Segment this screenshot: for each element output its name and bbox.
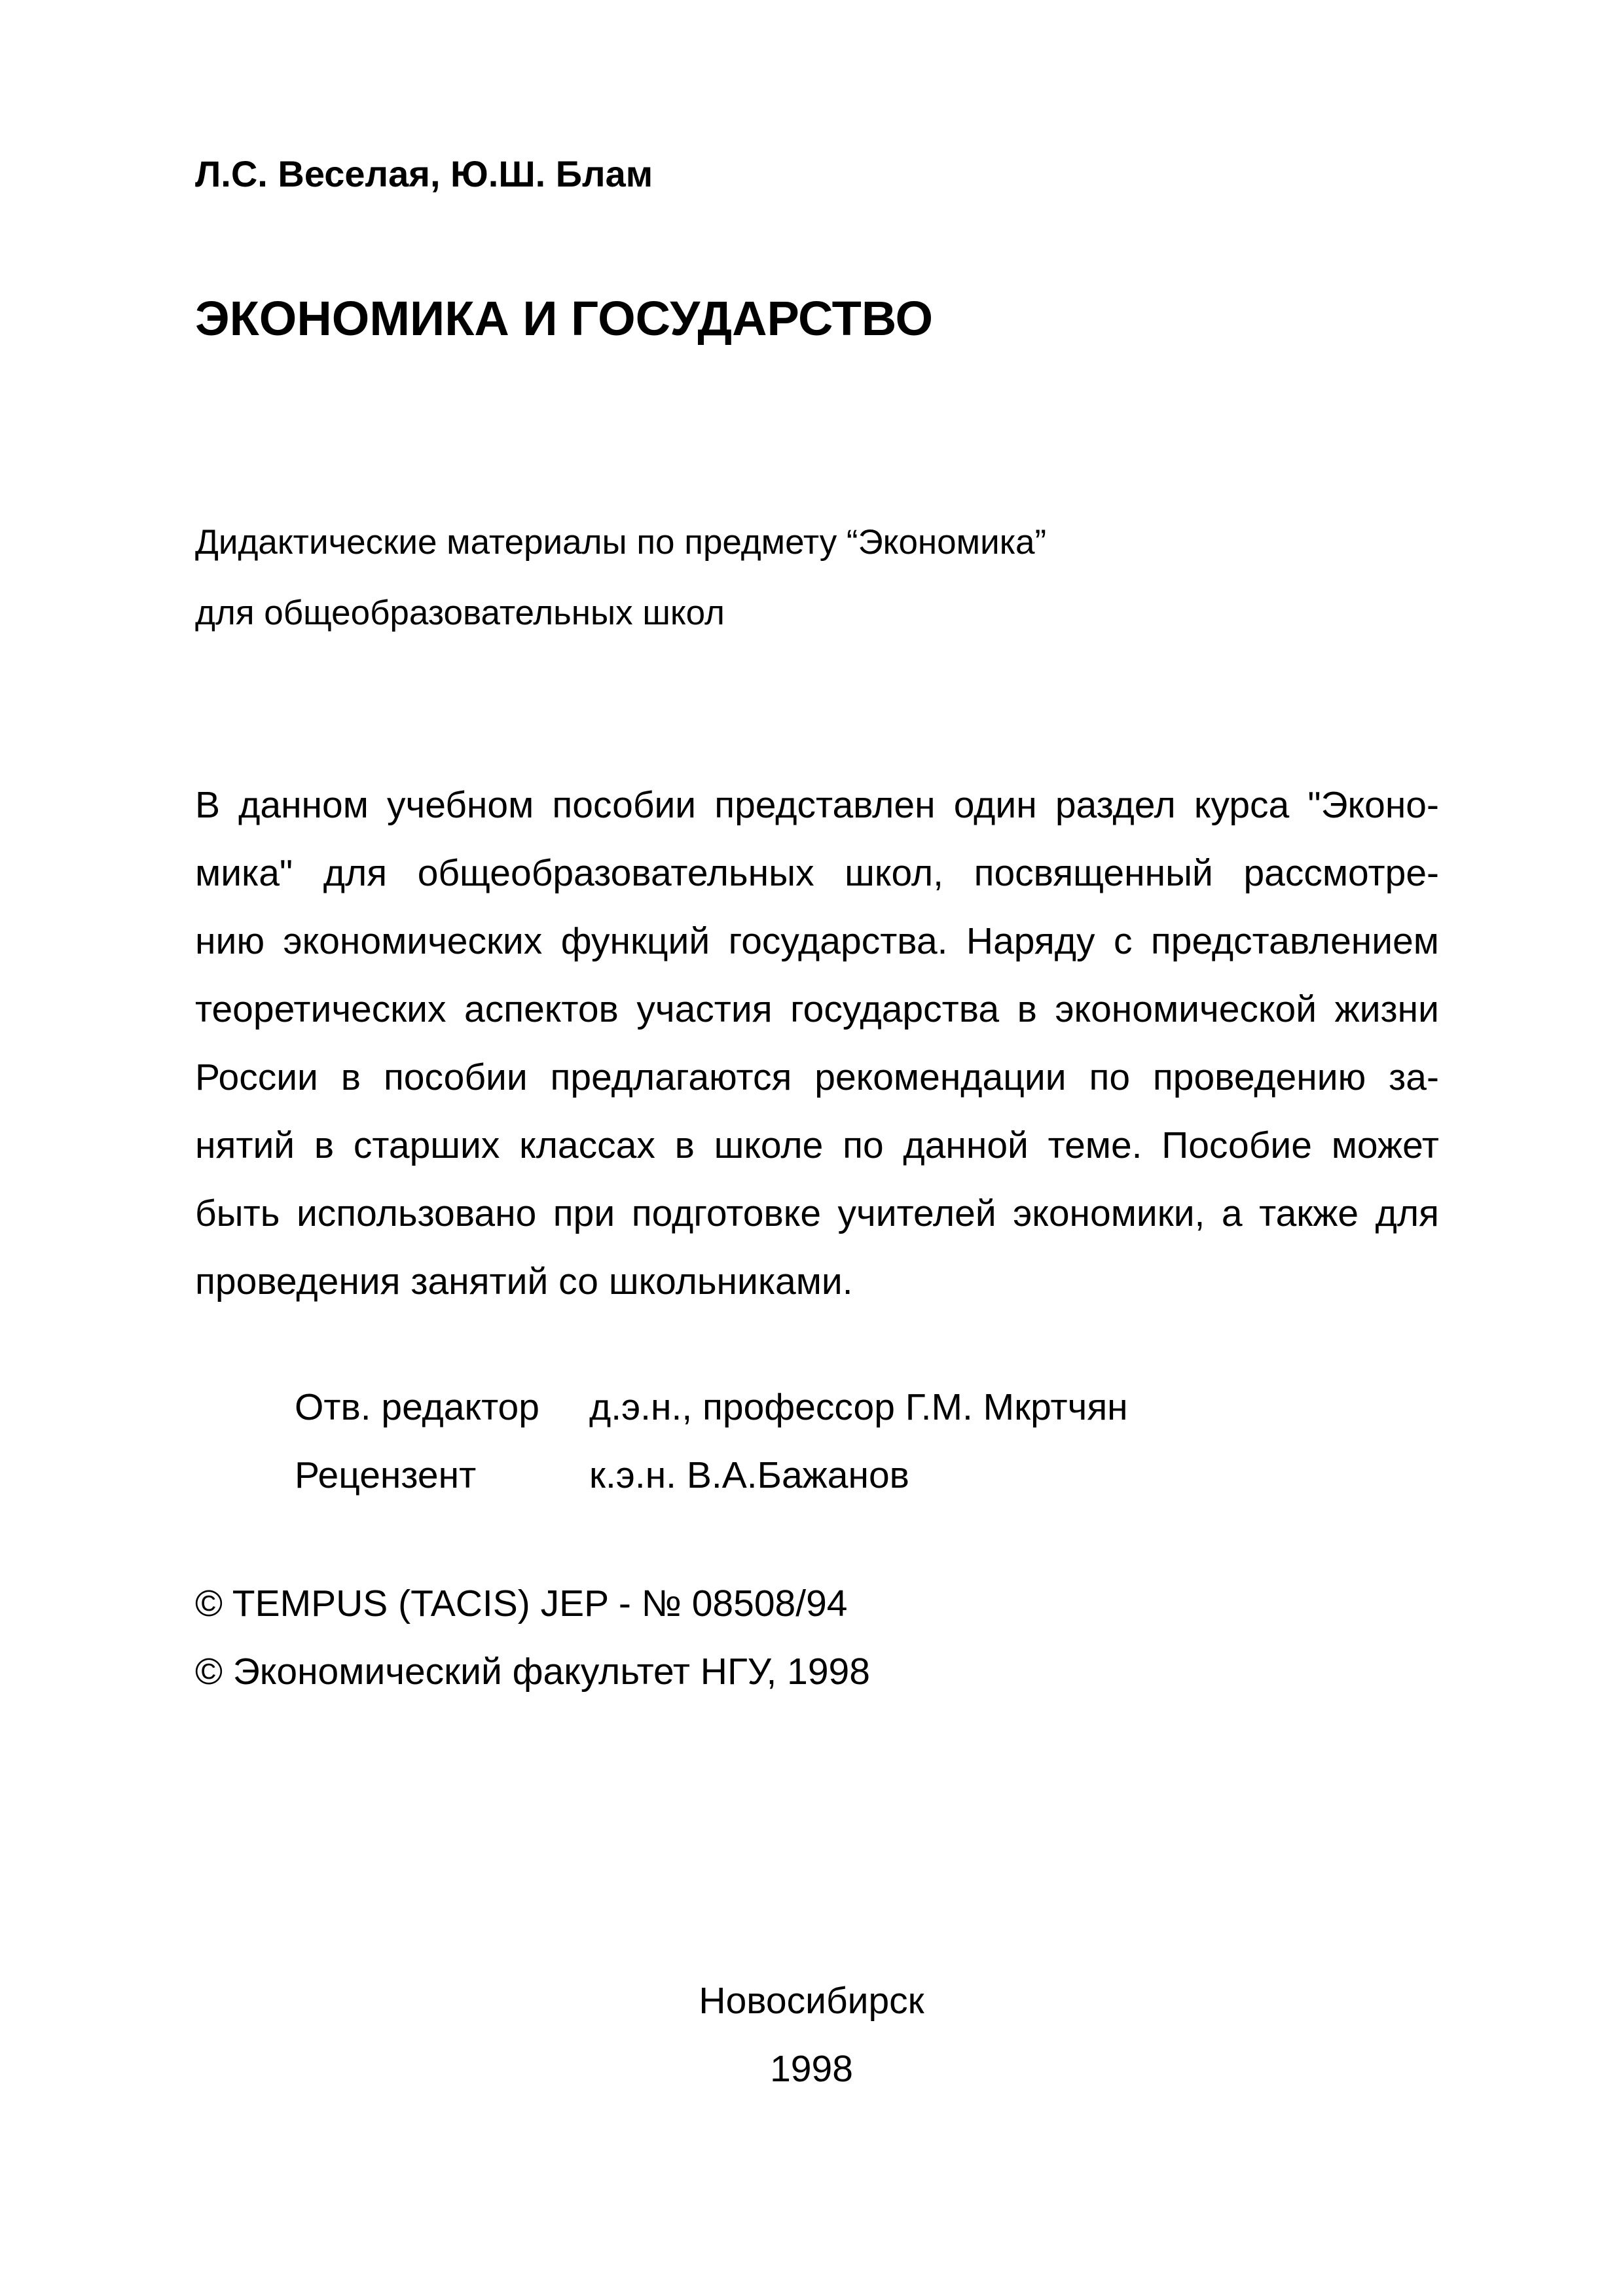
abstract-line: нию экономических функций государства. Наряду с представлением <box>195 920 1439 962</box>
copyright-line: © TEMPUS (TACIS) JEP - № 08508/94 <box>195 1583 848 1624</box>
imprint <box>0 1967 1623 2103</box>
abstract <box>195 771 1439 1316</box>
abstract-line: В данном учебном пособии представлен один раздел курса "Эконо- <box>195 784 1439 826</box>
copyrights <box>195 1570 870 1706</box>
imprint-year: 1998 <box>770 2048 853 2090</box>
subtitle-line: для общеобразовательных школ <box>195 594 725 632</box>
credits <box>295 1373 1128 1509</box>
abstract-line: теоретических аспектов участия государства в экономической жизни <box>195 988 1439 1030</box>
credit-editor <box>295 1373 1128 1441</box>
credit-role: Отв. редактор <box>295 1386 539 1428</box>
authors: Л.С. Веселая, Ю.Ш. Блам <box>195 153 653 194</box>
abstract-line: России в пособии предлагаются рекомендации по проведению за- <box>195 1056 1439 1098</box>
imprint-city: Новосибирск <box>699 1980 924 2022</box>
credit-role: Рецензент <box>295 1454 477 1496</box>
abstract-line: проведения занятий со школьниками. <box>195 1261 853 1302</box>
abstract-line: быть использовано при подготовке учителей экономики, а также для <box>195 1193 1439 1234</box>
abstract-line: мика" для общеобразовательных школ, посвященный рассмотре- <box>195 852 1439 894</box>
subtitle <box>195 507 1439 649</box>
subtitle-line: Дидактические материалы по предмету “Экономика” <box>195 523 1047 562</box>
abstract-line: нятий в старших классах в школе по данной теме. Пособие может <box>195 1124 1439 1166</box>
book-title: ЭКОНОМИКА И ГОСУДАРСТВО <box>195 291 934 346</box>
credit-person: к.э.н. В.А.Бажанов <box>589 1454 909 1496</box>
copyright-line: © Экономический факультет НГУ, 1998 <box>195 1651 870 1693</box>
credit-reviewer <box>295 1441 1128 1509</box>
credit-person: д.э.н., профессор Г.М. Мкртчян <box>589 1386 1128 1428</box>
